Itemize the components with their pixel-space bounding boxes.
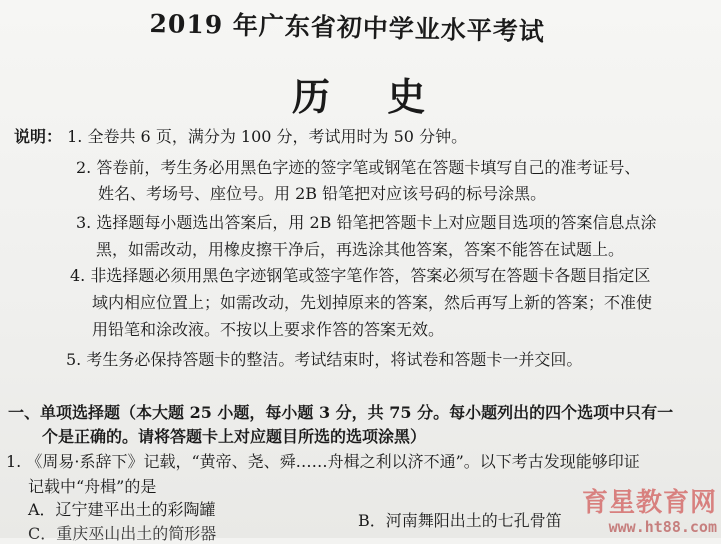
instruction-number: 3. xyxy=(76,213,92,232)
exam-title: 2019 年广东省初中学业水平考试 xyxy=(149,8,546,47)
question-text-cont: 记载中“舟楫”的是 xyxy=(28,477,157,496)
watermark xyxy=(552,488,717,538)
instruction-number: 5. xyxy=(66,350,82,369)
instruction-number: 1. xyxy=(67,127,83,146)
instruction-item-4 xyxy=(70,266,650,286)
instruction-text: 选择题每小题选出答案后，用 2B 铅笔把答题卡上对应题目选项的答案信息点涂 xyxy=(96,213,657,232)
question-1 xyxy=(6,452,640,472)
instruction-text: 全卷共 6 页，满分为 100 分，考试用时为 50 分钟。 xyxy=(87,127,468,146)
question-text: 《周易·系辞下》记载，“黄帝、尧、舜……舟楫之利以济不通”。以下考古发现能够印证 xyxy=(26,452,640,471)
instruction-text: 黑，如需改动，用橡皮擦干净后，再选涂其他答案，答案不能答在试题上。 xyxy=(96,240,625,259)
instruction-text: 用铅笔和涂改液。不按以上要求作答的答案无效。 xyxy=(92,320,445,339)
instruction-item-2 xyxy=(76,158,640,178)
watermark-url: www.ht88.com xyxy=(608,518,717,536)
option-a: A．辽宁建平出土的彩陶罐 xyxy=(28,500,216,519)
instruction-item-1 xyxy=(14,127,467,147)
section-heading-cont: 个是正确的。请将答题卡上对应题目所选的选项涂黑） xyxy=(42,427,427,446)
section-heading: 一、单项选择题（本大题 25 小题，每小题 3 分，共 75 分。每小题列出的四个选项中只有一 xyxy=(8,403,674,422)
option-c: C．重庆巫山出土的简形器 xyxy=(28,524,217,543)
instruction-item-5 xyxy=(66,350,582,370)
watermark-text: 育星教育网 xyxy=(581,488,717,518)
question-number: 1. xyxy=(6,452,22,471)
subject-title: 历 史 xyxy=(292,74,448,119)
instruction-text: 域内相应位置上；如需改动，先划掉原来的答案，然后再写上新的答案；不准使 xyxy=(92,293,653,312)
instructions-label: 说明： xyxy=(14,127,63,146)
instruction-text: 考生务必保持答题卡的整洁。考试结束时，将试卷和答题卡一并交回。 xyxy=(86,350,583,369)
instruction-number: 4. xyxy=(70,266,86,285)
instruction-text: 答卷前，考生务必用黑色字迹的签字笔或钢笔在答题卡填写自己的准考证号、 xyxy=(96,158,641,177)
instruction-text: 姓名、考场号、座位号。用 2B 铅笔把对应该号码的标号涂黑。 xyxy=(98,184,547,203)
option-b: B．河南舞阳出土的七孔骨笛 xyxy=(358,511,562,530)
instruction-text: 非选择题必须用黑色字迹钢笔或签字笔作答，答案必须写在答题卡各题目指定区 xyxy=(90,266,651,285)
instruction-number: 2. xyxy=(76,158,92,177)
instruction-item-3 xyxy=(76,213,656,233)
